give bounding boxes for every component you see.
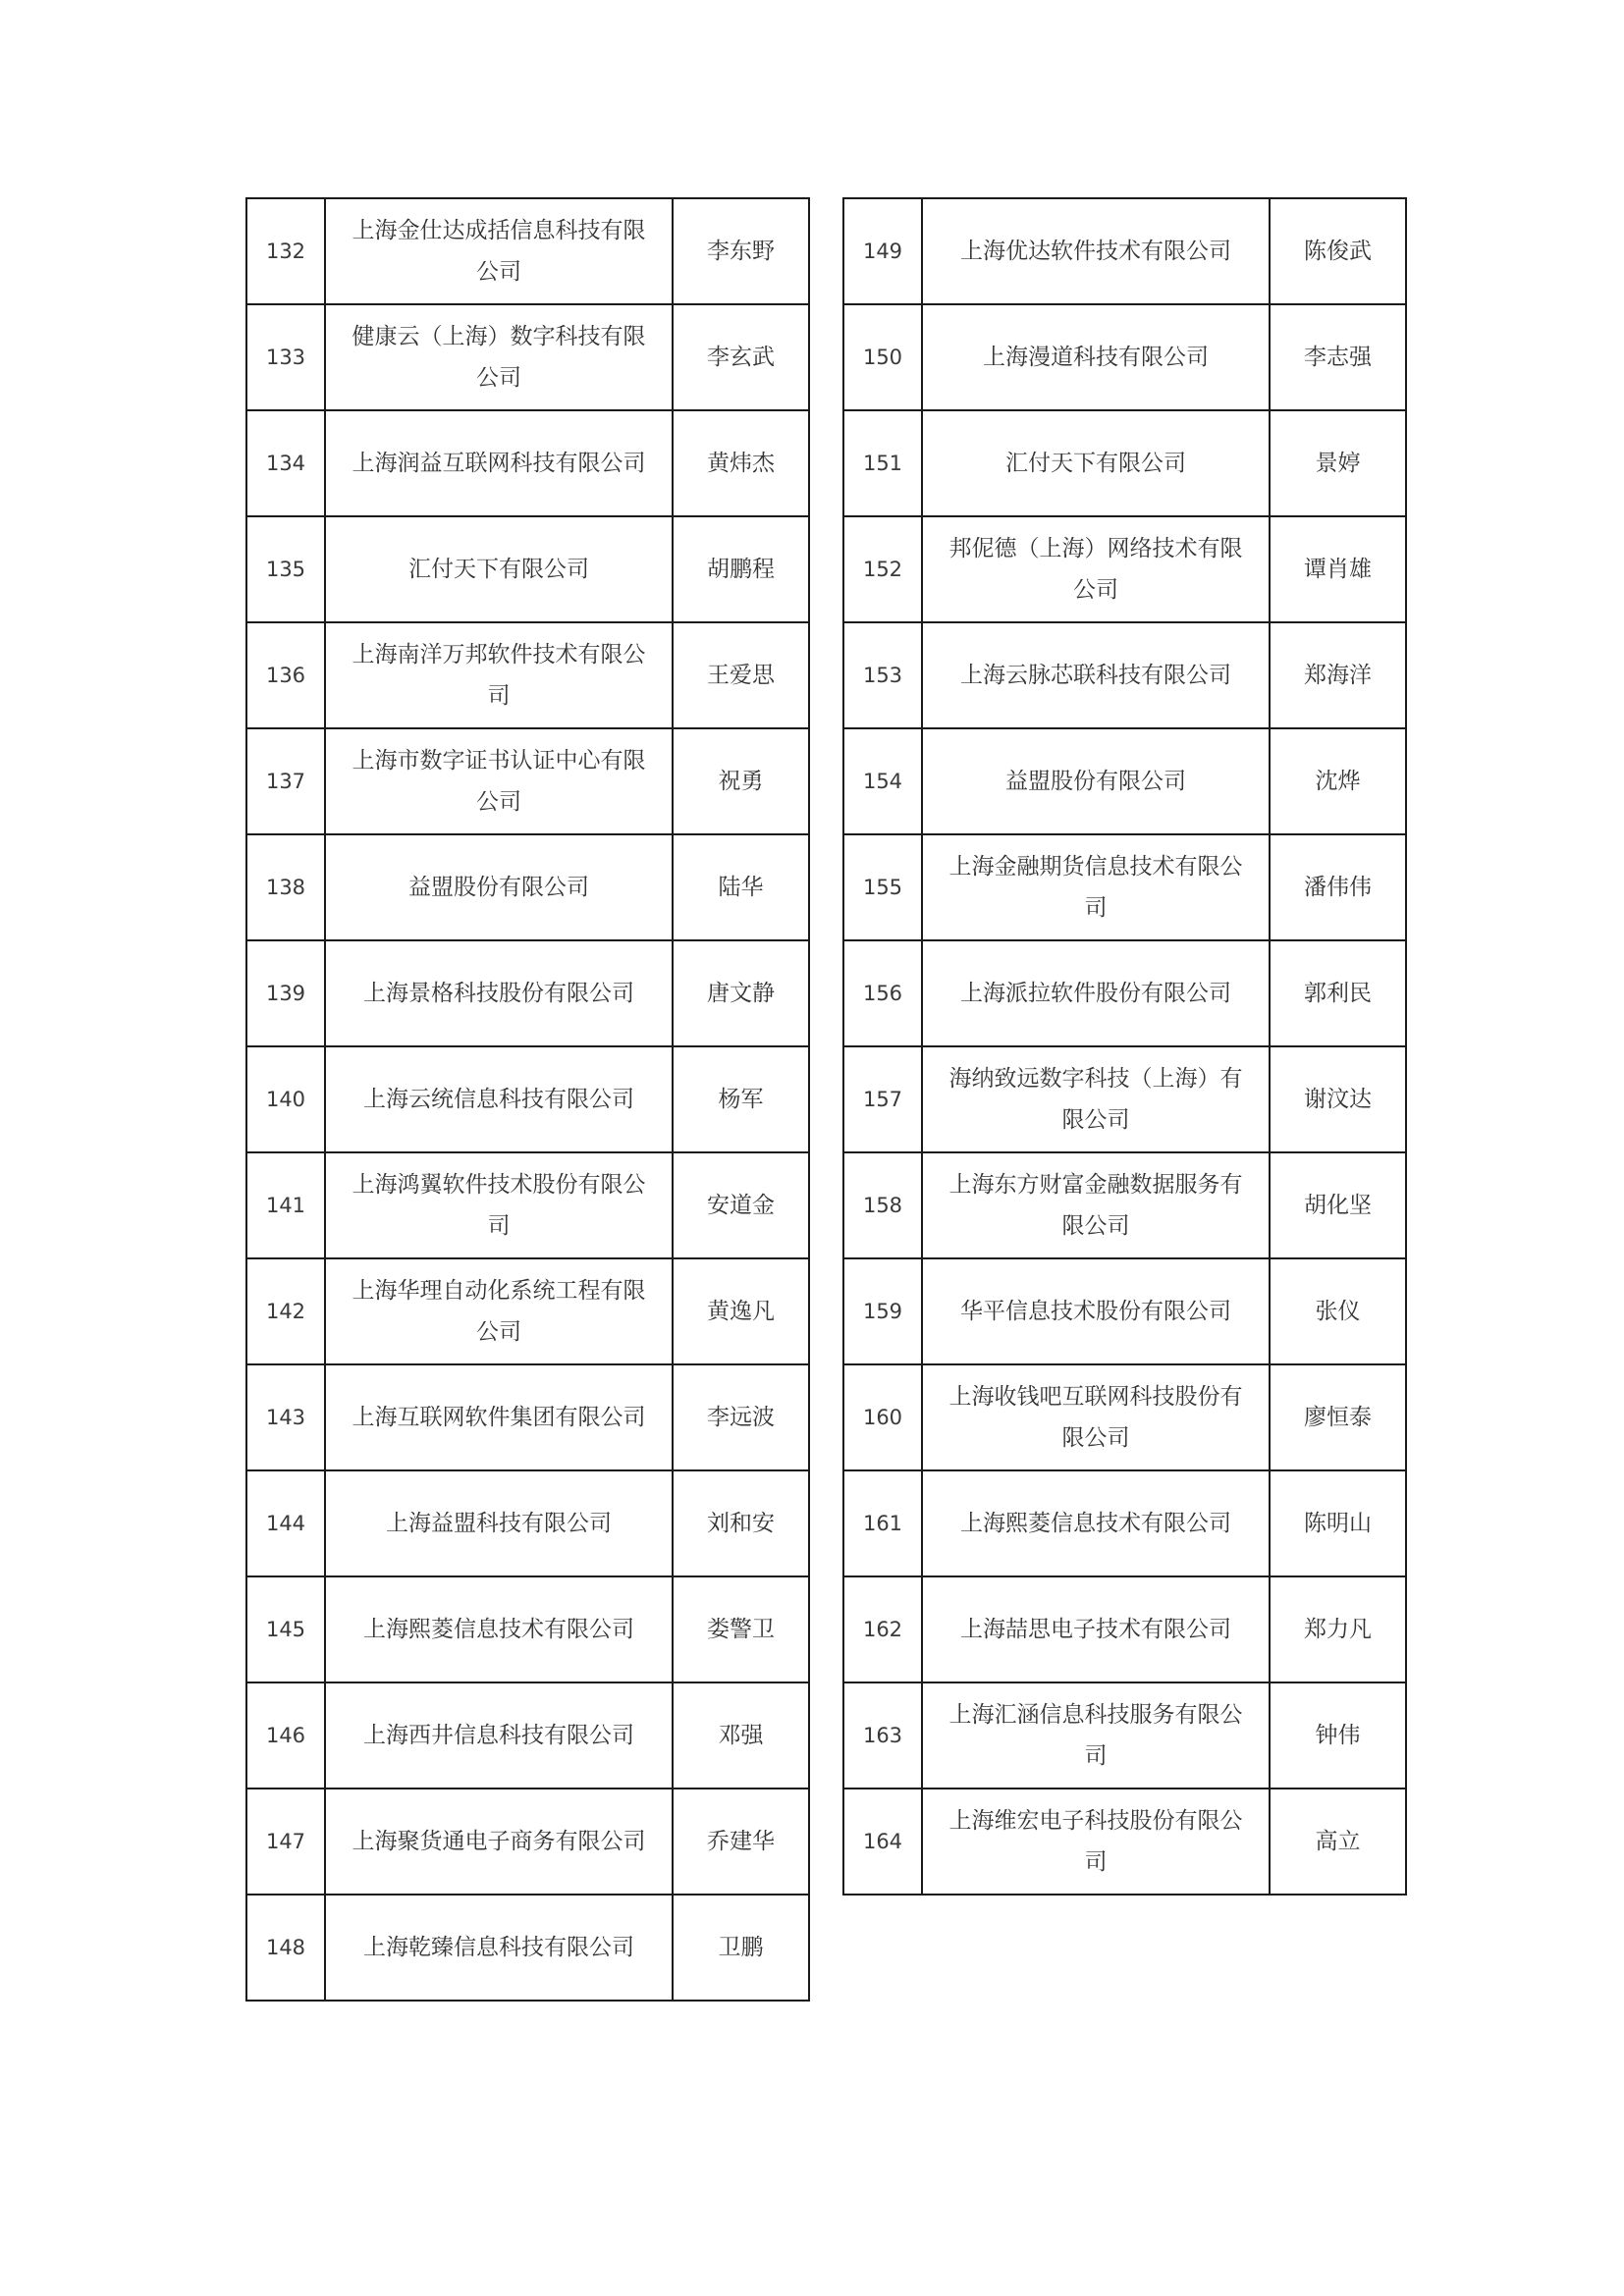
row-number-cell: 143 [246,1364,325,1470]
person-name-cell: 陆华 [673,834,809,940]
person-name-cell: 郭利民 [1270,940,1406,1046]
table-row [843,410,1406,516]
table-row [843,940,1406,1046]
table-row [843,1576,1406,1682]
table-row [246,622,809,728]
person-name-cell: 高立 [1270,1789,1406,1895]
row-number-cell: 155 [843,834,922,940]
table-row [246,1470,809,1576]
person-name-cell: 张仪 [1270,1258,1406,1364]
row-number-cell: 152 [843,516,922,622]
table-row [246,410,809,516]
table-row [843,1258,1406,1364]
table-row [246,728,809,834]
company-name-cell: 上海润益互联网科技有限公司 [325,410,673,516]
person-name-cell: 王爱思 [673,622,809,728]
person-name-cell: 胡化坚 [1270,1152,1406,1258]
company-name-cell: 上海金融期货信息技术有限公司 [922,834,1270,940]
company-name-cell: 上海南洋万邦软件技术有限公司 [325,622,673,728]
table-row [843,1789,1406,1895]
row-number-cell: 160 [843,1364,922,1470]
roster-table-left [245,197,810,2002]
company-name-cell: 汇付天下有限公司 [922,410,1270,516]
person-name-cell: 郑海洋 [1270,622,1406,728]
row-number-cell: 150 [843,304,922,410]
table-row [843,622,1406,728]
table-row [246,1046,809,1152]
table-row [246,304,809,410]
row-number-cell: 153 [843,622,922,728]
table-row [843,728,1406,834]
table-row [246,834,809,940]
table-row [843,304,1406,410]
table-row [246,1364,809,1470]
company-name-cell: 上海云脉芯联科技有限公司 [922,622,1270,728]
person-name-cell: 胡鹏程 [673,516,809,622]
row-number-cell: 136 [246,622,325,728]
row-number-cell: 137 [246,728,325,834]
row-number-cell: 132 [246,198,325,304]
table-row [843,1046,1406,1152]
row-number-cell: 158 [843,1152,922,1258]
person-name-cell: 黄逸凡 [673,1258,809,1364]
row-number-cell: 145 [246,1576,325,1682]
company-name-cell: 上海汇涵信息科技服务有限公司 [922,1682,1270,1789]
table-row [246,516,809,622]
company-name-cell: 海纳致远数字科技（上海）有限公司 [922,1046,1270,1152]
roster-table-body [246,198,809,2001]
row-number-cell: 144 [246,1470,325,1576]
person-name-cell: 李远波 [673,1364,809,1470]
person-name-cell: 钟伟 [1270,1682,1406,1789]
row-number-cell: 162 [843,1576,922,1682]
table-row [246,1682,809,1789]
table-row [246,1576,809,1682]
person-name-cell: 乔建华 [673,1789,809,1895]
person-name-cell: 陈明山 [1270,1470,1406,1576]
row-number-cell: 146 [246,1682,325,1789]
row-number-cell: 164 [843,1789,922,1895]
row-number-cell: 163 [843,1682,922,1789]
person-name-cell: 李志强 [1270,304,1406,410]
table-row [246,1258,809,1364]
roster-table-right [842,197,1407,1896]
company-name-cell: 上海乾臻信息科技有限公司 [325,1895,673,2001]
row-number-cell: 159 [843,1258,922,1364]
person-name-cell: 景婷 [1270,410,1406,516]
row-number-cell: 133 [246,304,325,410]
person-name-cell: 卫鹏 [673,1895,809,2001]
company-name-cell: 上海优达软件技术有限公司 [922,198,1270,304]
row-number-cell: 161 [843,1470,922,1576]
company-name-cell: 上海鸿翼软件技术股份有限公司 [325,1152,673,1258]
company-name-cell: 上海聚货通电子商务有限公司 [325,1789,673,1895]
row-number-cell: 135 [246,516,325,622]
person-name-cell: 陈俊武 [1270,198,1406,304]
company-name-cell: 上海喆思电子技术有限公司 [922,1576,1270,1682]
person-name-cell: 刘和安 [673,1470,809,1576]
person-name-cell: 邓强 [673,1682,809,1789]
company-name-cell: 益盟股份有限公司 [325,834,673,940]
row-number-cell: 140 [246,1046,325,1152]
company-name-cell: 上海云统信息科技有限公司 [325,1046,673,1152]
company-name-cell: 上海互联网软件集团有限公司 [325,1364,673,1470]
row-number-cell: 157 [843,1046,922,1152]
row-number-cell: 148 [246,1895,325,2001]
table-row [843,834,1406,940]
company-name-cell: 上海市数字证书认证中心有限公司 [325,728,673,834]
company-name-cell: 上海派拉软件股份有限公司 [922,940,1270,1046]
company-name-cell: 益盟股份有限公司 [922,728,1270,834]
table-row [843,516,1406,622]
row-number-cell: 134 [246,410,325,516]
row-number-cell: 139 [246,940,325,1046]
table-row [246,1895,809,2001]
row-number-cell: 151 [843,410,922,516]
person-name-cell: 沈烨 [1270,728,1406,834]
company-name-cell: 上海益盟科技有限公司 [325,1470,673,1576]
row-number-cell: 149 [843,198,922,304]
person-name-cell: 李东野 [673,198,809,304]
person-name-cell: 李玄武 [673,304,809,410]
person-name-cell: 娄警卫 [673,1576,809,1682]
table-row [843,1470,1406,1576]
company-name-cell: 上海金仕达成括信息科技有限公司 [325,198,673,304]
table-row [246,1152,809,1258]
company-name-cell: 上海华理自动化系统工程有限公司 [325,1258,673,1364]
person-name-cell: 黄炜杰 [673,410,809,516]
company-name-cell: 上海熙菱信息技术有限公司 [325,1576,673,1682]
company-name-cell: 上海漫道科技有限公司 [922,304,1270,410]
person-name-cell: 祝勇 [673,728,809,834]
row-number-cell: 138 [246,834,325,940]
table-row [246,940,809,1046]
row-number-cell: 141 [246,1152,325,1258]
company-name-cell: 汇付天下有限公司 [325,516,673,622]
company-name-cell: 邦伲德（上海）网络技术有限公司 [922,516,1270,622]
table-row [843,198,1406,304]
company-name-cell: 上海维宏电子科技股份有限公司 [922,1789,1270,1895]
person-name-cell: 唐文静 [673,940,809,1046]
person-name-cell: 潘伟伟 [1270,834,1406,940]
company-name-cell: 健康云（上海）数字科技有限公司 [325,304,673,410]
row-number-cell: 147 [246,1789,325,1895]
company-name-cell: 上海西井信息科技有限公司 [325,1682,673,1789]
table-row [843,1682,1406,1789]
table-row [246,1789,809,1895]
table-row [246,198,809,304]
person-name-cell: 谢汶达 [1270,1046,1406,1152]
roster-table-body [843,198,1406,1895]
company-name-cell: 上海收钱吧互联网科技股份有限公司 [922,1364,1270,1470]
table-row [843,1364,1406,1470]
person-name-cell: 安道金 [673,1152,809,1258]
company-name-cell: 华平信息技术股份有限公司 [922,1258,1270,1364]
row-number-cell: 154 [843,728,922,834]
person-name-cell: 杨军 [673,1046,809,1152]
company-name-cell: 上海景格科技股份有限公司 [325,940,673,1046]
company-name-cell: 上海东方财富金融数据服务有限公司 [922,1152,1270,1258]
company-name-cell: 上海熙菱信息技术有限公司 [922,1470,1270,1576]
row-number-cell: 156 [843,940,922,1046]
person-name-cell: 谭肖雄 [1270,516,1406,622]
person-name-cell: 廖恒泰 [1270,1364,1406,1470]
row-number-cell: 142 [246,1258,325,1364]
person-name-cell: 郑力凡 [1270,1576,1406,1682]
table-row [843,1152,1406,1258]
